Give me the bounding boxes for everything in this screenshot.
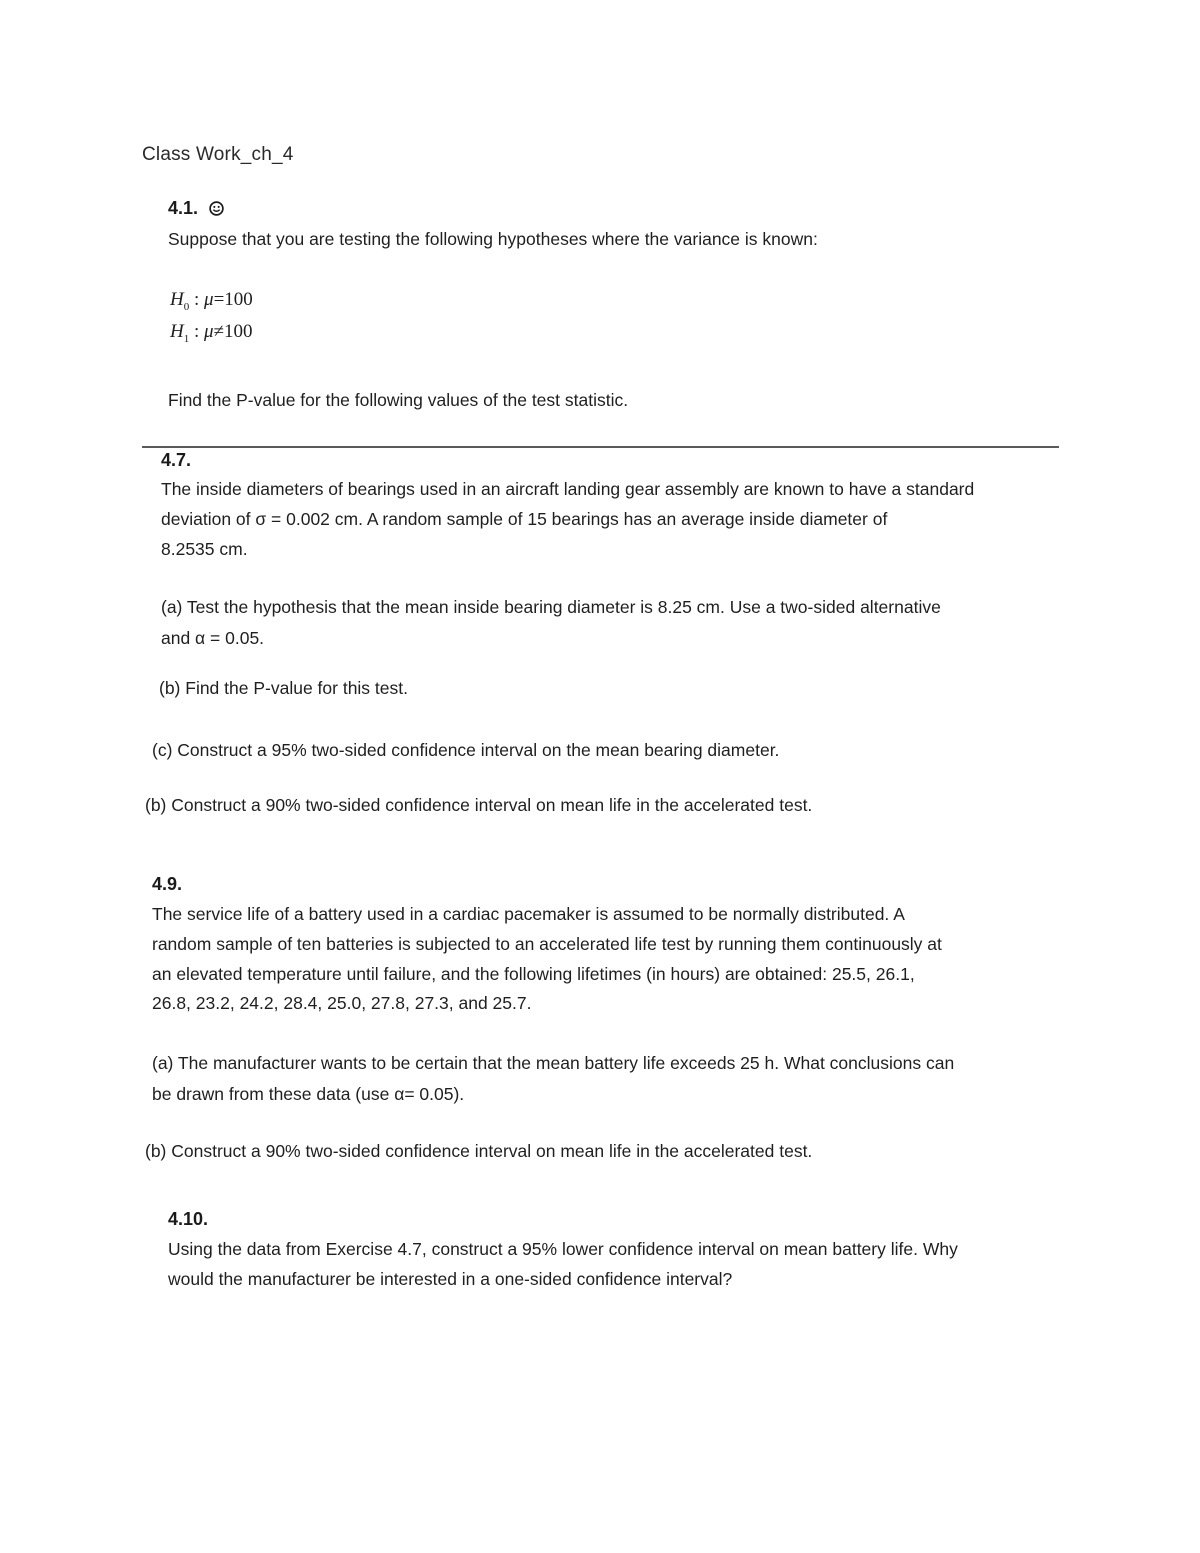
question-4-9-part-b: (b) Construct a 90% two-sided confidence interval on mean life in the accelerated test. [145, 1141, 813, 1161]
question-4-1-number: 4.1. [168, 198, 199, 218]
question-4-7-part-c: (c) Construct a 95% two-sided confidence interval on the mean bearing diameter. [152, 740, 780, 760]
question-4-7-part-a: (a) Test the hypothesis that the mean inside bearing diameter is 8.25 cm. Use a two-sided alternative [161, 597, 941, 617]
question-4-1-prompt: Find the P-value for the following values of the test statistic. [168, 390, 629, 410]
question-4-7-part-a: and α = 0.05. [161, 628, 265, 648]
question-4-10-line: would the manufacturer be interested in a one-sided confidence interval? [168, 1269, 733, 1289]
h1-mu: μ [204, 321, 214, 342]
question-4-9-line: random sample of ten batteries is subjected to an accelerated life test by running them continuously at [152, 934, 942, 954]
question-4-9-line: 26.8, 23.2, 24.2, 28.4, 25.0, 27.8, 27.3, and 25.7. [152, 993, 532, 1013]
h1-value: ≠100 [213, 321, 253, 342]
h1-symbol: H [170, 321, 184, 342]
h0-symbol: H [170, 289, 184, 310]
question-4-7-number: 4.7. [161, 450, 192, 470]
question-4-7-line: 8.2535 cm. [161, 539, 248, 559]
question-4-10-line: Using the data from Exercise 4.7, construct a 95% lower confidence interval on mean battery life. Why [168, 1239, 958, 1259]
question-4-1-heading [168, 198, 224, 219]
hypothesis-h1: $H_1$ : μ≠100 [170, 321, 253, 345]
question-4-7-part-b: (b) Find the P-value for this test. [159, 678, 408, 698]
question-4-7-line: deviation of σ = 0.002 cm. A random sample of 15 bearings has an average inside diameter of [161, 509, 888, 529]
section-divider [142, 446, 1059, 448]
question-4-9-line: an elevated temperature until failure, and the following lifetimes (in hours) are obtained: 25.5, 26.1, [152, 964, 915, 984]
question-4-9-line: The service life of a battery used in a cardiac pacemaker is assumed to be normally distributed. A [152, 904, 905, 924]
h1-subscript: 1 [183, 332, 190, 345]
document-title: Class Work_ch_4 [142, 144, 294, 165]
question-4-1-intro: Suppose that you are testing the following hypotheses where the variance is known: [168, 229, 818, 249]
question-4-9-part-a: be drawn from these data (use α= 0.05). [152, 1084, 465, 1104]
h0-mu: μ [204, 289, 214, 310]
question-4-9-number: 4.9. [152, 874, 183, 894]
h0-value: =100 [213, 289, 253, 310]
smiley-icon [209, 201, 224, 216]
question-4-7-part-b2: (b) Construct a 90% two-sided confidence interval on mean life in the accelerated test. [145, 795, 813, 815]
question-4-10-number: 4.10. [168, 1209, 209, 1229]
question-4-7-line: The inside diameters of bearings used in an aircraft landing gear assembly are known to have a standard [161, 479, 975, 499]
hypothesis-h0: $H_0$ : μ=100 [170, 289, 253, 313]
question-4-9-part-a: (a) The manufacturer wants to be certain that the mean battery life exceeds 25 h. What conclusions can [152, 1053, 955, 1073]
h0-subscript: 0 [183, 300, 190, 313]
